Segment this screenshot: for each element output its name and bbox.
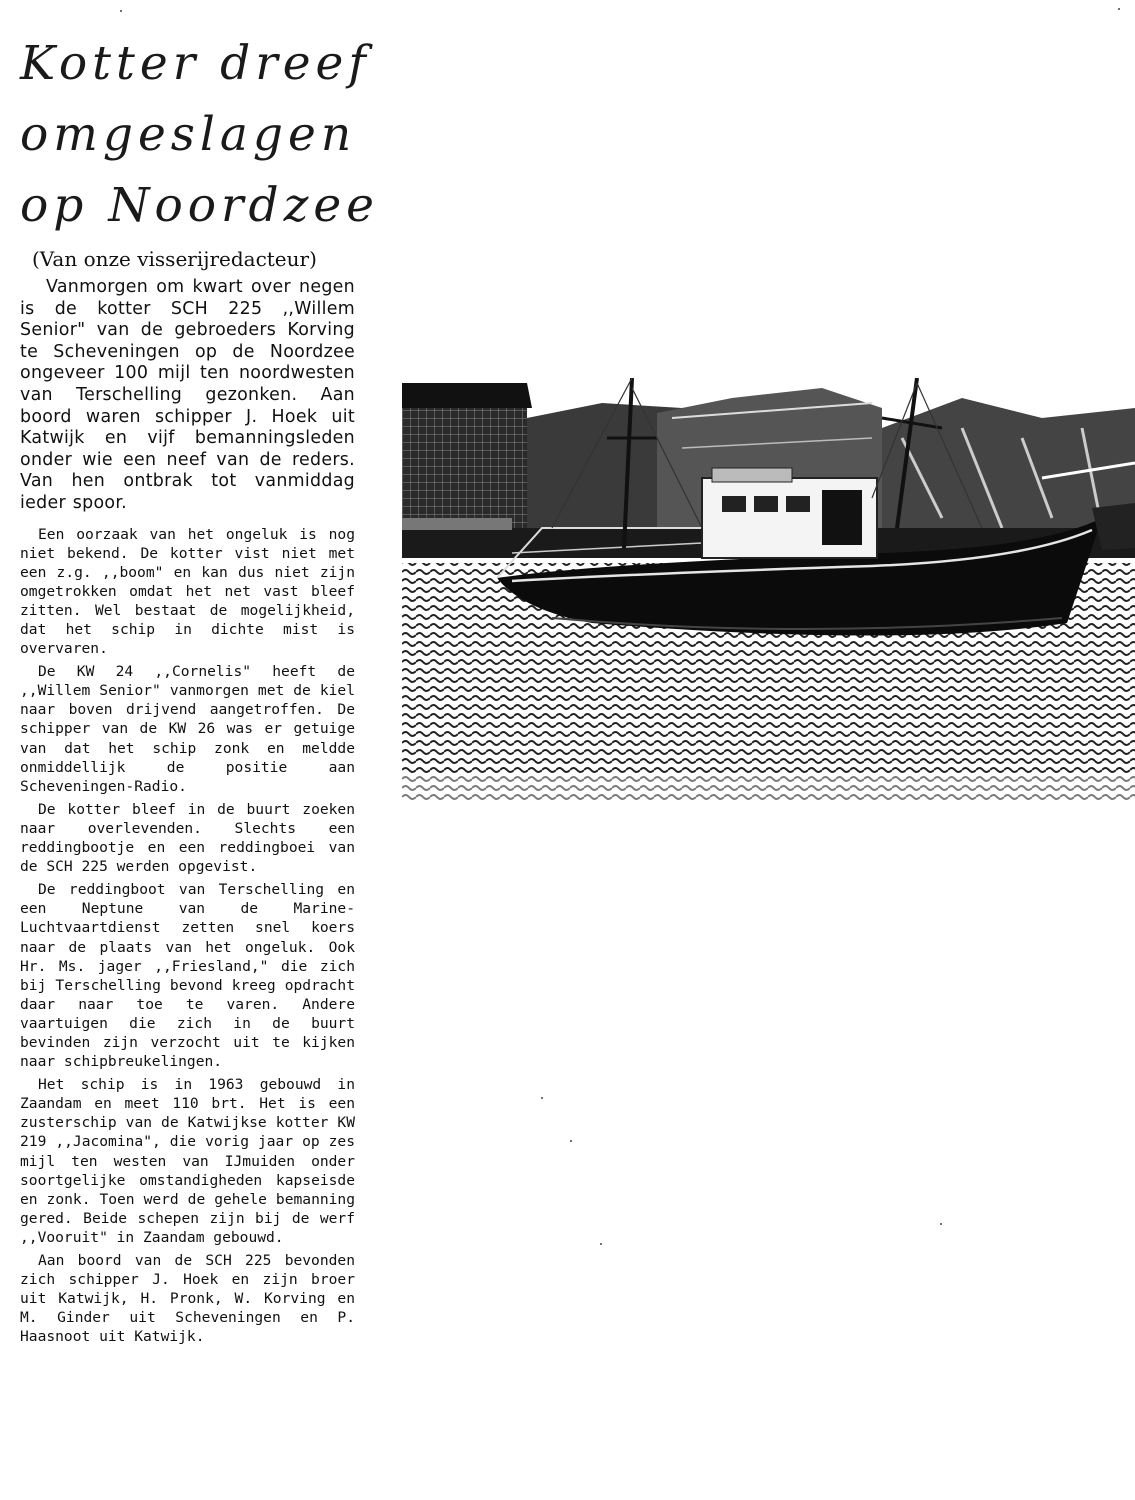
print-speck: [120, 10, 122, 12]
print-speck: [570, 1140, 572, 1142]
headline-line: omgeslagen: [20, 107, 357, 162]
newspaper-article: [20, 28, 379, 1350]
article-paragraph: Het schip is in 1963 gebouwd in Zaandam en meet 110 brt. Het is een zusterschip van de Katwijkse kotter KW 219 ,,Jacomina", die vorig jaar op zes mijl ten westen van IJmuiden onder soortgelijke omstandigheden kapseisde en zonk. Toen werd de gehele bemanning gered. Beide schepen zijn bij de werf ,,Vooruit" in Zaandam gebouwd.: [20, 1076, 355, 1246]
print-speck: [600, 1243, 602, 1245]
print-speck: [1118, 8, 1120, 10]
print-speck: [541, 1097, 543, 1099]
photo-illustration: [402, 378, 1135, 803]
headline-line: Kotter dreef: [20, 36, 371, 91]
article-byline: (Van onze visserijredacteur): [32, 247, 317, 271]
fishing-cutter-photo: [402, 378, 1135, 803]
headline-line: op Noordzee: [20, 178, 379, 233]
article-lead-paragraph: Vanmorgen om kwart over negen is de kotter SCH 225 ,,Willem Senior" van de gebroeders Korving te Scheveningen op de Noordzee ongeveer 100 mijl ten noordwesten van Terschelling gezonken. Aan boord waren schipper J. Hoek uit Katwijk en vijf bemanningsleden onder wie een neef van de reders. Van hen ontbrak tot vanmiddag ieder spoor.: [20, 277, 355, 513]
article-headline: [20, 28, 379, 241]
article-paragraph: De KW 24 ,,Cornelis" heeft de ,,Willem Senior" vanmorgen met de kiel naar boven drijvend aangetroffen. De schipper van de KW 26 was er getuige van dat het schip zonk en meldde onmiddellijk de positie aan Scheveningen-Radio.: [20, 663, 355, 795]
print-speck: [940, 1223, 942, 1225]
article-paragraph: De kotter bleef in de buurt zoeken naar overlevenden. Slechts een reddingbootje en een reddingboei van de SCH 225 werden opgevist.: [20, 800, 355, 876]
article-paragraph: De reddingboot van Terschelling en een Neptune van de Marine-Luchtvaartdienst zetten snel koers naar de plaats van het ongeluk. Ook Hr. Ms. jager ,,Friesland," die zich bij Terschelling bevond kreeg opdracht daar naar toe te varen. Andere vaartuigen die zich in de buurt bevinden zijn verzocht uit te kijken naar schipbreukelingen.: [20, 881, 355, 1071]
article-paragraph: Een oorzaak van het ongeluk is nog niet bekend. De kotter vist niet met een z.g. ,,boom" en kan dus niet zijn omgetrokken omdat het net vast bleef zitten. Wel bestaat de mogelijkheid, dat het schip in dichte mist is overvaren.: [20, 525, 355, 658]
article-paragraph: Aan boord van de SCH 225 bevonden zich schipper J. Hoek en zijn broer uit Katwijk, H. Pronk, W. Korving en M. Ginder uit Scheveningen en P. Haasnoot uit Katwijk.: [20, 1252, 355, 1346]
